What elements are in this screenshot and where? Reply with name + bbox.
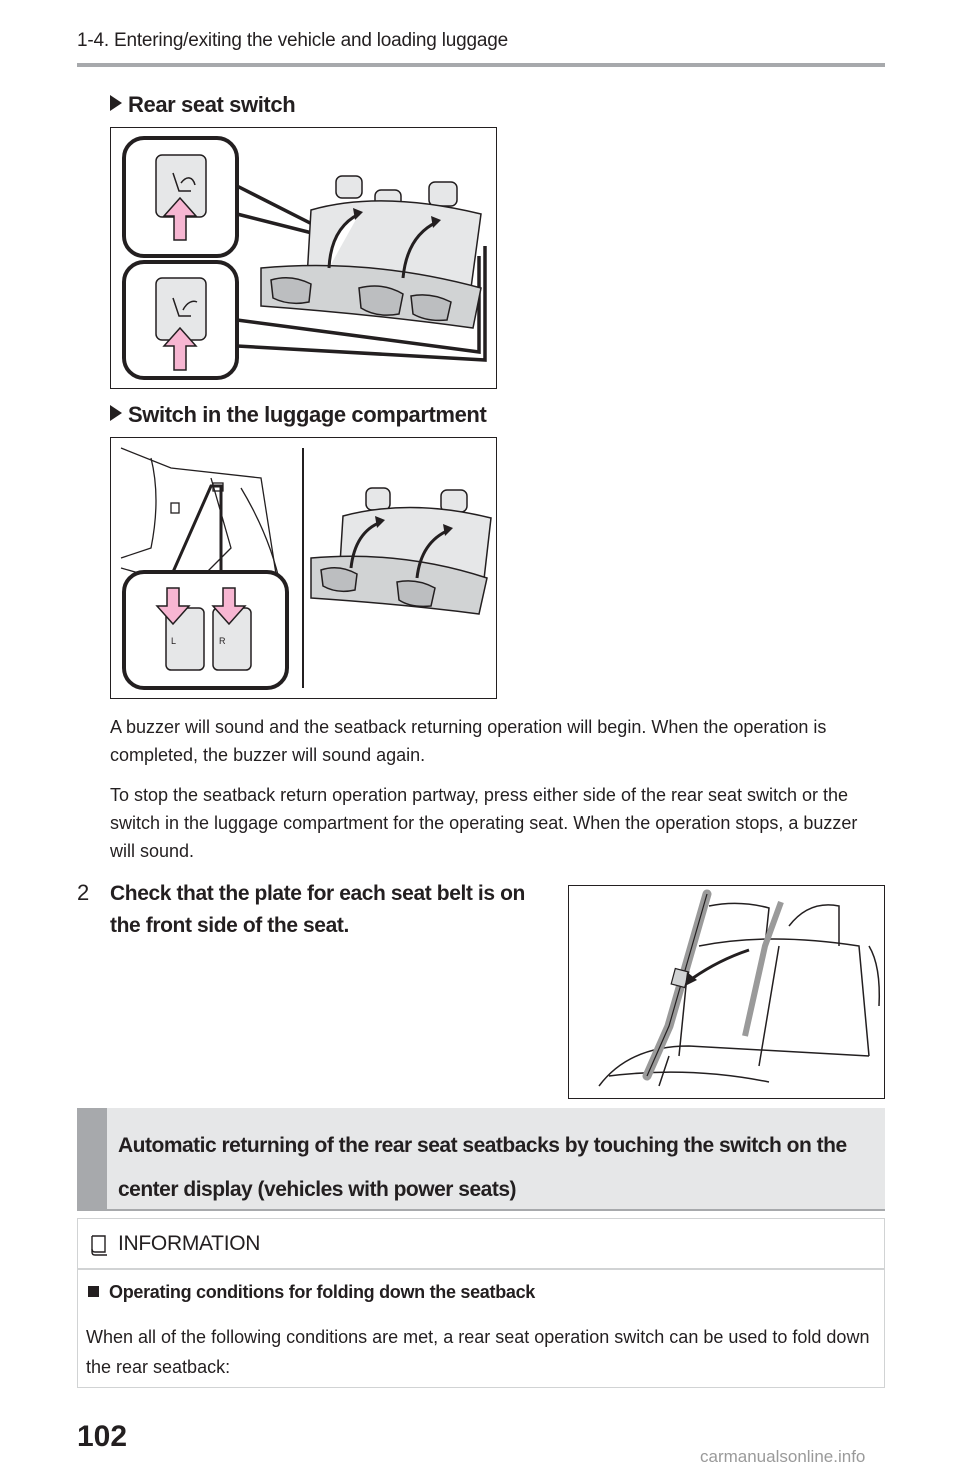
paragraph-buzzer: A buzzer will sound and the seatback returning operation will begin. When the operation is completed, the buzzer will sound again. [110, 717, 827, 765]
information-title: INFORMATION [118, 1232, 261, 1255]
section-title-line-2: center display (vehicles with power seats) [118, 1178, 516, 1201]
rear-seat-drawing [311, 488, 491, 614]
page-number: 102 [77, 1420, 128, 1453]
section-title [118, 1124, 888, 1212]
seat-belt-illustration [569, 886, 883, 1097]
information-subheading-text: Operating conditions for folding down the seatback [109, 1282, 536, 1302]
section-accent [77, 1108, 107, 1209]
page-header-title: 1-4. Entering/exiting the vehicle and loading luggage [77, 30, 508, 51]
switch-left-label: L [171, 636, 177, 646]
subsection-label: Rear seat switch [128, 92, 296, 117]
triangle-bullet-icon [110, 405, 122, 421]
black-arrow-icon [693, 950, 749, 978]
luggage-switch-illustration [111, 438, 495, 697]
callout-switches [124, 572, 287, 688]
rear-seat-drawing [261, 176, 481, 328]
information-header-rule [78, 1268, 884, 1270]
information-subheading [88, 1282, 535, 1303]
switch-right-label: R [219, 636, 226, 646]
subsection-label: Switch in the luggage compartment [128, 402, 487, 427]
header-rule [77, 63, 885, 67]
information-body: When all of the following conditions are met, a rear seat operation switch can be used to fold down the rear seatback: [86, 1327, 870, 1377]
paragraph-stop-operation: To stop the seatback return operation partway, press either side of the rear seat switch or the switch in the luggage compartment for the operating seat. When the operation stops, a buzzer will sound. [110, 785, 858, 861]
step-text: Check that the plate for each seat belt is on the front side of the seat. [110, 882, 525, 937]
square-bullet-icon [88, 1286, 99, 1297]
step-number: 2 [77, 880, 90, 905]
information-book-icon [89, 1234, 109, 1256]
rear-seat-switch-illustration [111, 128, 495, 387]
figure-rear-seat-switch [110, 127, 497, 389]
seat-drawing [599, 903, 879, 1086]
subsection-heading-luggage-switch [110, 402, 486, 428]
section-title-line-1: Automatic returning of the rear seat seatbacks by touching the switch on the [118, 1134, 847, 1157]
figure-luggage-switch [110, 437, 497, 699]
watermark-text: carmanualsonline.info [700, 1447, 866, 1466]
triangle-bullet-icon [110, 95, 122, 111]
figure-seat-belt-plate [568, 885, 885, 1099]
subsection-heading-rear-seat-switch [110, 92, 295, 118]
